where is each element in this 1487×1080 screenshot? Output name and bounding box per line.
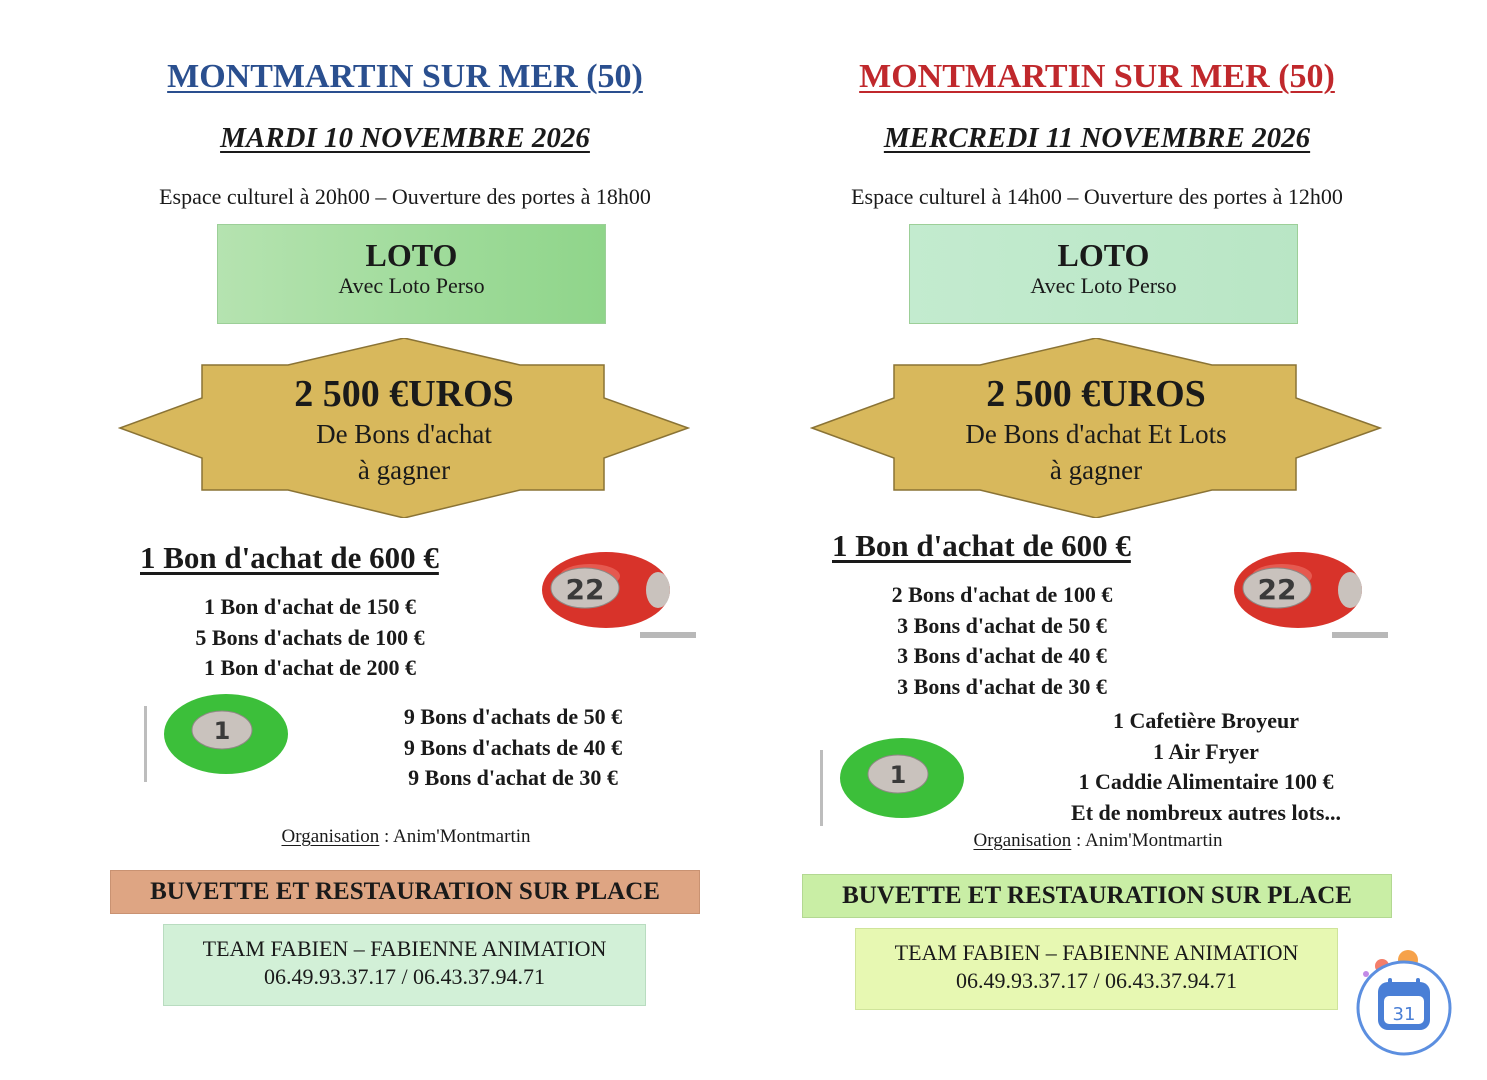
prize-amount: 2 500 €UROS	[986, 373, 1206, 415]
team-contact-box	[855, 928, 1338, 1010]
list-item: 1 Bon d'achat de 150 €	[203, 594, 417, 619]
list-item: 3 Bons d'achat de 30 €	[897, 673, 1107, 699]
prize-line-2: à gagner	[1049, 455, 1143, 485]
event-date: MARDI 10 NOVEMBRE 2026	[220, 122, 590, 154]
venue-info: Espace culturel à 20h00 – Ouverture des portes à 18h00	[159, 184, 651, 209]
flyer-right	[692, 0, 1436, 1080]
loto-title: LOTO	[1057, 237, 1150, 273]
lotto-ball-green-icon	[818, 730, 988, 830]
buvette-banner: BUVETTE ET RESTAURATION SUR PLACE	[110, 870, 700, 914]
list-item: 3 Bons d'achat de 40 €	[897, 643, 1107, 668]
prize-block	[118, 372, 690, 488]
prize-line-1: De Bons d'achat	[316, 419, 492, 449]
calendar-day-number: 31	[1392, 1004, 1416, 1025]
lotto-ball-green-icon	[142, 686, 312, 786]
list-item: 9 Bons d'achats de 50 €	[403, 704, 623, 729]
organisation-line	[0, 826, 812, 848]
main-prize: 1 Bon d'achat de 600 €	[140, 540, 439, 575]
list-item: 9 Bons d'achats de 40 €	[403, 734, 623, 760]
lotto-ball-red-icon	[1232, 550, 1392, 640]
prize-line-1: De Bons d'achat Et Lots	[965, 419, 1227, 449]
list-item: 1 Bon d'achat de 200 €	[203, 655, 417, 680]
list-item: 1 Cafetière Broyeur	[1112, 708, 1300, 733]
ball-green-number: 1	[889, 761, 907, 789]
organisation-line	[692, 830, 1487, 852]
prize-line-2: à gagner	[357, 455, 451, 485]
prize-block	[810, 372, 1382, 488]
loto-subtitle: Avec Loto Perso	[1030, 273, 1177, 298]
ball-red-number: 22	[1257, 573, 1297, 606]
list-item: 3 Bons d'achat de 50 €	[897, 612, 1107, 638]
prize-list-a	[140, 592, 480, 684]
organisation-value: : Anim'Montmartin	[1071, 830, 1223, 851]
loto-banner	[217, 224, 606, 324]
flyer-title: MONTMARTIN SUR MER (50)	[167, 58, 643, 95]
team-name: TEAM FABIEN – FABIENNE ANIMATION	[202, 936, 607, 961]
prize-list-b	[1032, 706, 1380, 828]
flyer-title: MONTMARTIN SUR MER (50)	[859, 58, 1335, 95]
list-item: 1 Caddie Alimentaire 100 €	[1078, 769, 1334, 794]
loto-banner	[909, 224, 1298, 324]
prize-list-a	[832, 580, 1172, 702]
main-prize: 1 Bon d'achat de 600 €	[832, 528, 1131, 563]
team-contact-box	[163, 924, 646, 1006]
list-item: 9 Bons d'achat de 30 €	[408, 765, 618, 790]
team-name: TEAM FABIEN – FABIENNE ANIMATION	[894, 940, 1299, 965]
loto-title: LOTO	[365, 237, 458, 273]
buvette-banner: BUVETTE ET RESTAURATION SUR PLACE	[802, 874, 1392, 918]
prize-amount: 2 500 €UROS	[294, 373, 514, 415]
team-phones: 06.49.93.37.17 / 06.43.37.94.71	[955, 968, 1238, 993]
list-item: 1 Air Fryer	[1153, 738, 1259, 764]
organisation-label: Organisation	[281, 826, 380, 847]
venue-info: Espace culturel à 14h00 – Ouverture des portes à 12h00	[851, 184, 1343, 209]
organisation-value: : Anim'Montmartin	[379, 826, 531, 847]
lotto-ball-red-icon	[540, 550, 700, 640]
organisation-label: Organisation	[973, 830, 1072, 851]
ball-green-number: 1	[213, 717, 231, 745]
team-phones: 06.49.93.37.17 / 06.43.37.94.71	[263, 964, 546, 989]
prize-list-b	[370, 702, 656, 794]
list-item: 5 Bons d'achats de 100 €	[195, 624, 425, 650]
event-date: MERCREDI 11 NOVEMBRE 2026	[883, 122, 1311, 154]
list-item: Et de nombreux autres lots...	[1071, 799, 1341, 825]
list-item: 2 Bons d'achat de 100 €	[891, 582, 1113, 607]
loto-subtitle: Avec Loto Perso	[338, 273, 485, 298]
calendar-widget-icon[interactable]	[1352, 950, 1452, 1060]
ball-red-number: 22	[565, 573, 605, 606]
